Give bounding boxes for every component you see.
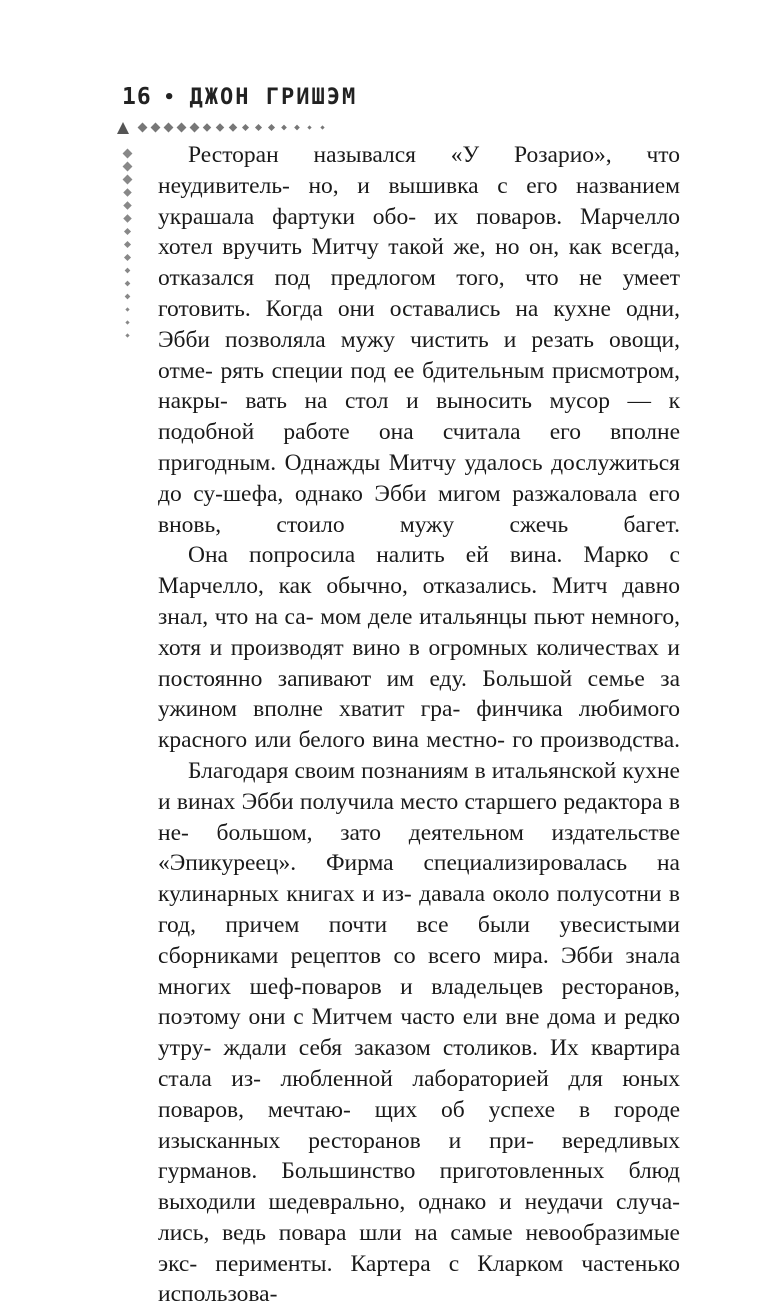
body-text	[158, 140, 680, 1310]
page-number: 16	[122, 84, 152, 110]
decorative-dots-column	[118, 144, 136, 344]
decorative-dots-row	[116, 118, 336, 136]
triangle-ornament-icon	[117, 122, 129, 134]
paragraph-2: Она попросила налить ей вина. Марко с Марчелло, как обычно, отказались. Митч давно знал, что на са- мом деле итальянцы пьют немного, хотя и производят вино в огромных количествах и постоянно запивают им еду. Большой семье за ужином вполне хватит гра- финчика любимого красного или белого вина местно- го производства.	[158, 542, 681, 754]
author-name: ДЖОН ГРИШЭМ	[189, 84, 358, 110]
paragraph-1: Ресторан назывался «У Розарио», что неудивитель- но, и вышивка с его названием украшала фартуки обо- их поваров. Марчелло хотел вручить Митчу такой же, но он, как всегда, отказался под предлогом того, что не умеет готовить. Когда они оставались на кухне одни, Эбби позволяла мужу чистить и резать овощи, отме- рять специи под ее бдительным присмотром, накры- вать на стол и выносить мусор — к подобной работе она считала его вполне пригодным. Однажды Митчу удалось дослужиться до су-шефа, однако Эбби мигом разжаловала его вновь, стоило мужу сжечь багет.	[158, 142, 681, 538]
running-header	[122, 84, 357, 110]
paragraph-3: Благодаря своим познаниям в итальянской кухне и винах Эбби получила место старшего редактора в не- большом, зато деятельном издательстве «Эпикуреец». Фирма специализировалась на кулинарных книгах и из- давала около полусотни в год, причем почти все были увесистыми сборниками рецептов со всего мира. Эбби знала многих шеф-поваров и владельцев ресторанов, поэтому они с Митчем часто ели вне дома и редко утру- ждали себя заказом столиков. Их квартира стала из- любленной лабораторией для юных поваров, мечтаю- щих об успехе в городе изысканных ресторанов и при- вередливых гурманов. Большинство приготовленных блюд выходили шедеврально, однако и неудачи случа- лись, ведь повара шли на самые невообразимые экс- перименты. Картера с Кларком частенько использова-	[158, 757, 681, 1308]
header-separator: •	[163, 86, 176, 108]
